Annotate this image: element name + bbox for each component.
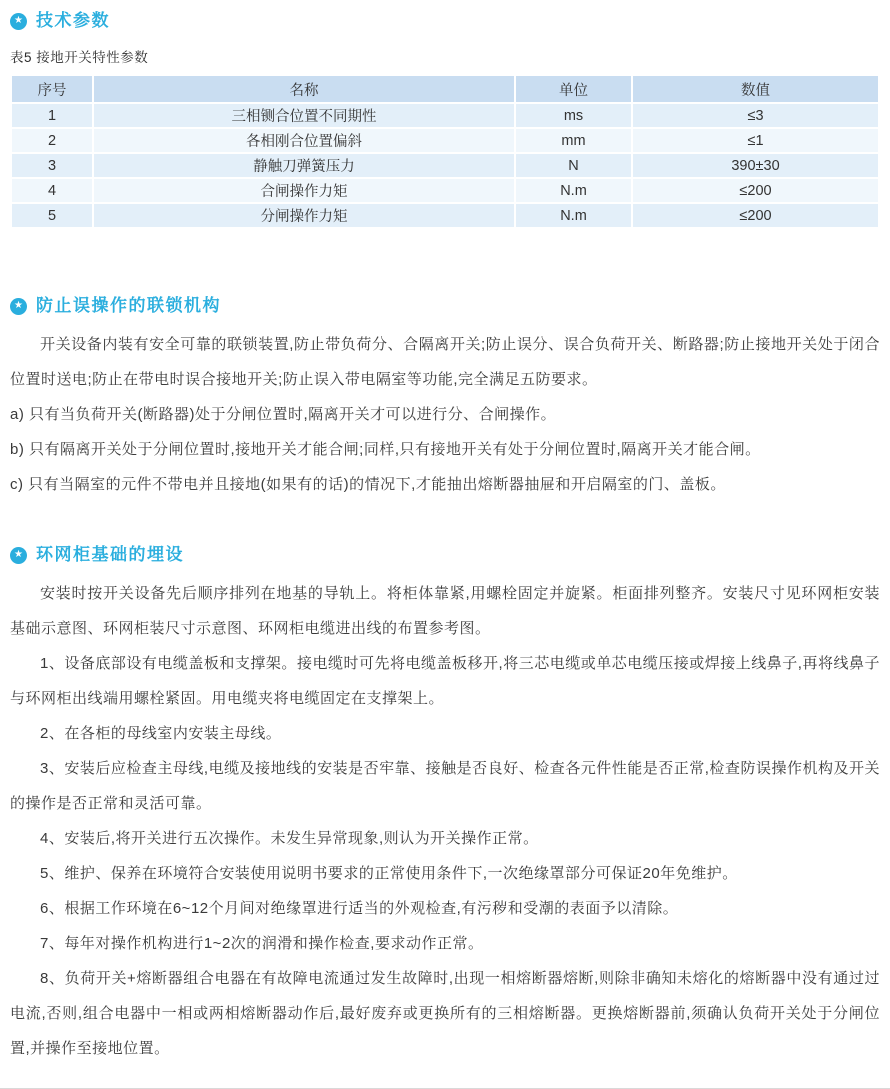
table-row bbox=[12, 154, 878, 177]
foundation-steps bbox=[10, 646, 880, 1066]
cell-value: ≤200 bbox=[633, 179, 878, 202]
table-row bbox=[12, 129, 878, 152]
foundation-step-1: 1、设备底部设有电缆盖板和支撑架。接电缆时可先将电缆盖板移开,将三芯电缆或单芯电缆压接或焊接上线鼻子,再将线鼻子与环网柜出线端用螺栓紧固。用电缆夹将电缆固定在支撑架上。 bbox=[10, 655, 880, 707]
cell-unit: N bbox=[516, 154, 631, 177]
cell-unit: ms bbox=[516, 104, 631, 127]
cell-unit: N.m bbox=[516, 204, 631, 227]
cell-value: 390±30 bbox=[633, 154, 878, 177]
section-title-interlock bbox=[10, 295, 880, 317]
cell-name: 分闸操作力矩 bbox=[94, 204, 514, 227]
cell-index: 1 bbox=[12, 104, 92, 127]
section-title-tech bbox=[10, 10, 880, 32]
cell-index: 2 bbox=[12, 129, 92, 152]
table-row bbox=[12, 204, 878, 227]
col-header-name: 名称 bbox=[94, 76, 514, 102]
table-header-row bbox=[12, 76, 878, 102]
table-caption: 表5 接地开关特性参数 bbox=[10, 50, 149, 65]
section-tech-params bbox=[10, 10, 880, 229]
col-header-index: 序号 bbox=[12, 76, 92, 102]
cell-unit: N.m bbox=[516, 179, 631, 202]
interlock-intro-paragraph: 开关设备内装有安全可靠的联锁装置,防止带负荷分、合隔离开关;防止误分、误合负荷开关、断路器;防止接地开关处于闭合位置时送电;防止在带电时误合接地开关;防止误入带电隔室等功能,完全满足五防要求。 bbox=[10, 336, 880, 388]
foundation-intro-paragraph: 安装时按开关设备先后顺序排列在地基的导轨上。将柜体靠紧,用螺栓固定并旋紧。柜面排列整齐。安装尺寸见环网柜安装基础示意图、环网柜装尺寸示意图、环网柜电缆进出线的布置参考图。 bbox=[10, 585, 880, 637]
star-badge-icon: ★ bbox=[10, 13, 27, 30]
section-title-text: 环网柜基础的埋设 bbox=[36, 545, 184, 564]
cell-name: 三相铡合位置不同期性 bbox=[94, 104, 514, 127]
cell-name: 静触刀弹簧压力 bbox=[94, 154, 514, 177]
foundation-step-5: 5、维护、保养在环境符合安装使用说明书要求的正常使用条件下,一次绝缘罩部分可保证20年免维护。 bbox=[40, 865, 738, 882]
foundation-step-6: 6、根据工作环境在6~12个月间对绝缘罩进行适当的外观检查,有污秽和受潮的表面予以清除。 bbox=[40, 900, 679, 917]
cell-index: 3 bbox=[12, 154, 92, 177]
interlock-item-b: b) 只有隔离开关处于分闸位置时,接地开关才能合闸;同样,只有接地开关有处于分闸位置时,隔离开关才能合闸。 bbox=[10, 441, 761, 458]
star-badge-icon: ★ bbox=[10, 547, 27, 564]
interlock-item-c: c) 只有当隔室的元件不带电并且接地(如果有的话)的情况下,才能抽出熔断器抽屉和开启隔室的门、盖板。 bbox=[10, 476, 726, 493]
section-foundation bbox=[10, 544, 880, 1066]
section-title-foundation bbox=[10, 544, 880, 566]
cell-index: 4 bbox=[12, 179, 92, 202]
table-row bbox=[12, 104, 878, 127]
cell-name: 各相刚合位置偏斜 bbox=[94, 129, 514, 152]
cell-value: ≤200 bbox=[633, 204, 878, 227]
section-interlock bbox=[10, 295, 880, 502]
col-header-value: 数值 bbox=[633, 76, 878, 102]
star-badge-icon: ★ bbox=[10, 298, 27, 315]
earthing-switch-params-table bbox=[10, 74, 880, 229]
cell-value: ≤3 bbox=[633, 104, 878, 127]
interlock-item-a: a) 只有当负荷开关(断路器)处于分闸位置时,隔离开关才可以进行分、合闸操作。 bbox=[10, 406, 557, 423]
table-row bbox=[12, 179, 878, 202]
col-header-unit: 单位 bbox=[516, 76, 631, 102]
foundation-step-4: 4、安装后,将开关进行五次操作。未发生异常现象,则认为开关操作正常。 bbox=[40, 830, 539, 847]
cell-unit: mm bbox=[516, 129, 631, 152]
foundation-step-8: 8、负荷开关+熔断器组合电器在有故障电流通过发生故障时,出现一相熔断器熔断,则除非确知未熔化的熔断器中没有通过过电流,否则,组合电器中一相或两相熔断器动作后,最好废弃或更换所有的三相熔断器。更换熔断器前,须确认负荷开关处于分闸位置,并操作至接地位置。 bbox=[10, 970, 880, 1057]
foundation-step-2: 2、在各柜的母线室内安装主母线。 bbox=[40, 725, 282, 742]
section-title-text: 技术参数 bbox=[36, 11, 110, 30]
foundation-step-3: 3、安装后应检查主母线,电缆及接地线的安装是否牢靠、接触是否良好、检查各元件性能是否正常,检查防误操作机构及开关的操作是否正常和灵活可靠。 bbox=[10, 760, 880, 812]
cell-name: 合闸操作力矩 bbox=[94, 179, 514, 202]
cell-index: 5 bbox=[12, 204, 92, 227]
foundation-step-7: 7、每年对操作机构进行1~2次的润滑和操作检查,要求动作正常。 bbox=[40, 935, 484, 952]
section-title-text: 防止误操作的联锁机构 bbox=[36, 296, 221, 315]
cell-value: ≤1 bbox=[633, 129, 878, 152]
